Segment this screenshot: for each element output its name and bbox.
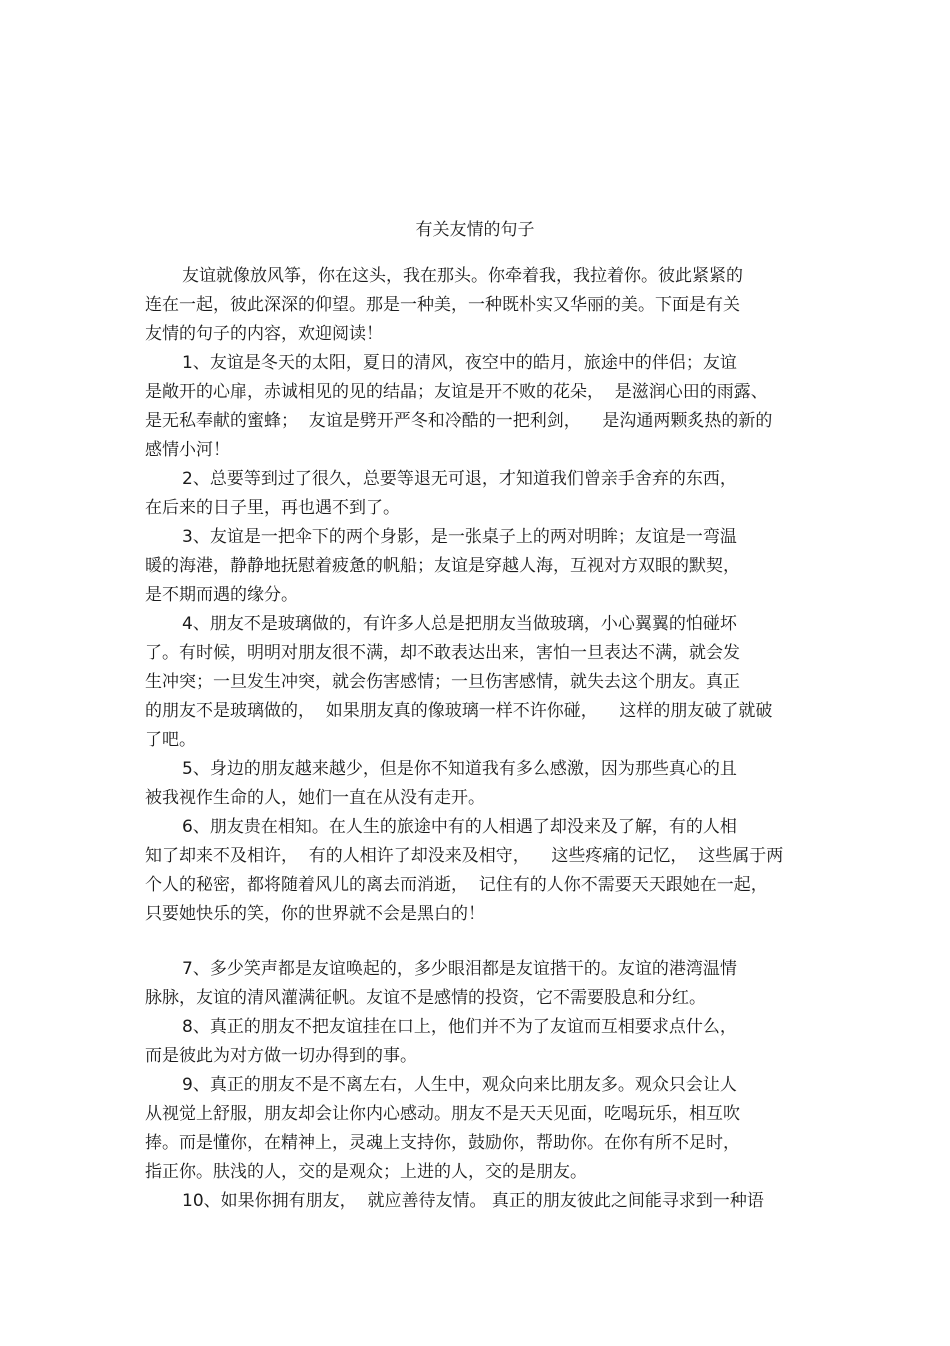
text-line: 7、多少笑声都是友谊唤起的，多少眼泪都是友谊揩干的。友谊的港湾温情 bbox=[182, 959, 737, 979]
text-line: 暖的海港，静静地抚慰着疲惫的帆船；友谊是穿越人海，互视对方双眼的默契， bbox=[145, 556, 740, 576]
text-line: 的朋友不是玻璃做的， 如果朋友真的像玻璃一样不许你碰， 这样的朋友破了就破 bbox=[145, 701, 773, 721]
text-line: 2、总要等到过了很久，总要等退无可退，才知道我们曾亲手舍弃的东西， bbox=[182, 469, 737, 489]
text-line: 4、朋友不是玻璃做的，有许多人总是把朋友当做玻璃，小心翼翼的怕碰坏 bbox=[182, 614, 737, 634]
text-line: 8、真正的朋友不把友谊挂在口上，他们并不为了友谊而互相要求点什么， bbox=[182, 1017, 737, 1037]
text-line: 而是彼此为对方做一切办得到的事。 bbox=[145, 1046, 417, 1066]
text-line: 脉脉，友谊的清风灌满征帆。友谊不是感情的投资，它不需要股息和分红。 bbox=[145, 988, 706, 1008]
text-line: 6、朋友贵在相知。在人生的旅途中有的人相遇了却没来及了解，有的人相 bbox=[182, 817, 737, 837]
text-line: 感情小河！ bbox=[145, 440, 230, 460]
document-body bbox=[145, 262, 805, 1216]
paragraph bbox=[145, 955, 805, 1013]
text-line: 只要她快乐的笑，你的世界就不会是黑白的！ bbox=[145, 904, 485, 924]
paragraph bbox=[145, 1071, 805, 1187]
text-line: 友情的句子的内容，欢迎阅读！ bbox=[145, 324, 383, 344]
text-line: 是无私奉献的蜜蜂； 友谊是劈开严冬和冷酷的一把利剑， 是沟通两颗炙热的新的 bbox=[145, 411, 773, 431]
text-line: 连在一起，彼此深深的仰望。那是一种美，一种既朴实又华丽的美。下面是有关 bbox=[145, 295, 740, 315]
text-line: 从视觉上舒服，朋友却会让你内心感动。朋友不是天天见面，吃喝玩乐，相互吹 bbox=[145, 1104, 740, 1124]
paragraph bbox=[145, 262, 805, 349]
text-line: 捧。而是懂你，在精神上，灵魂上支持你，鼓励你，帮助你。在你有所不足时， bbox=[145, 1133, 740, 1153]
text-line: 生冲突；一旦发生冲突，就会伤害感情；一旦伤害感情，就失去这个朋友。真正 bbox=[145, 672, 740, 692]
text-line: 知了却来不及相许， 有的人相许了却没来及相守， 这些疼痛的记忆， 这些属于两 bbox=[145, 846, 784, 866]
paragraph bbox=[145, 523, 805, 610]
text-line: 是敞开的心扉，赤诚相见的见的结晶；友谊是开不败的花朵， 是滋润心田的雨露、 bbox=[145, 382, 768, 402]
text-line: 3、友谊是一把伞下的两个身影，是一张桌子上的两对明眸；友谊是一弯温 bbox=[182, 527, 737, 547]
paragraph-gap bbox=[145, 929, 805, 955]
document-title: 有关友情的句子 bbox=[415, 220, 535, 240]
text-line: 是不期而遇的缘分。 bbox=[145, 585, 298, 605]
text-line: 指正你。肤浅的人，交的是观众；上进的人，交的是朋友。 bbox=[145, 1162, 587, 1182]
paragraph bbox=[145, 349, 805, 465]
paragraph bbox=[145, 465, 805, 523]
text-line: 在后来的日子里，再也遇不到了。 bbox=[145, 498, 400, 518]
text-line: 了。有时候，明明对朋友很不满，却不敢表达出来，害怕一旦表达不满，就会发 bbox=[145, 643, 740, 663]
text-line: 5、身边的朋友越来越少，但是你不知道我有多么感激，因为那些真心的且 bbox=[182, 759, 737, 779]
text-line: 友谊就像放风筝，你在这头，我在那头。你牵着我，我拉着你。彼此紧紧的 bbox=[182, 266, 743, 286]
paragraph bbox=[145, 813, 805, 929]
text-line: 9、真正的朋友不是不离左右，人生中，观众向来比朋友多。观众只会让人 bbox=[182, 1075, 737, 1095]
paragraph bbox=[145, 1013, 805, 1071]
text-line: 1、友谊是冬天的太阳，夏日的清风，夜空中的皓月，旅途中的伴侣；友谊 bbox=[182, 353, 737, 373]
paragraph bbox=[145, 755, 805, 813]
text-line: 10、如果你拥有朋友， 就应善待友情。 真正的朋友彼此之间能寻求到一种语 bbox=[182, 1191, 764, 1211]
paragraph bbox=[145, 1187, 805, 1216]
paragraph bbox=[145, 610, 805, 755]
text-line: 了吧。 bbox=[145, 730, 196, 750]
text-line: 被我视作生命的人，她们一直在从没有走开。 bbox=[145, 788, 485, 808]
text-line: 个人的秘密，都将随着风儿的离去而消逝， 记住有的人你不需要天天跟她在一起， bbox=[145, 875, 768, 895]
